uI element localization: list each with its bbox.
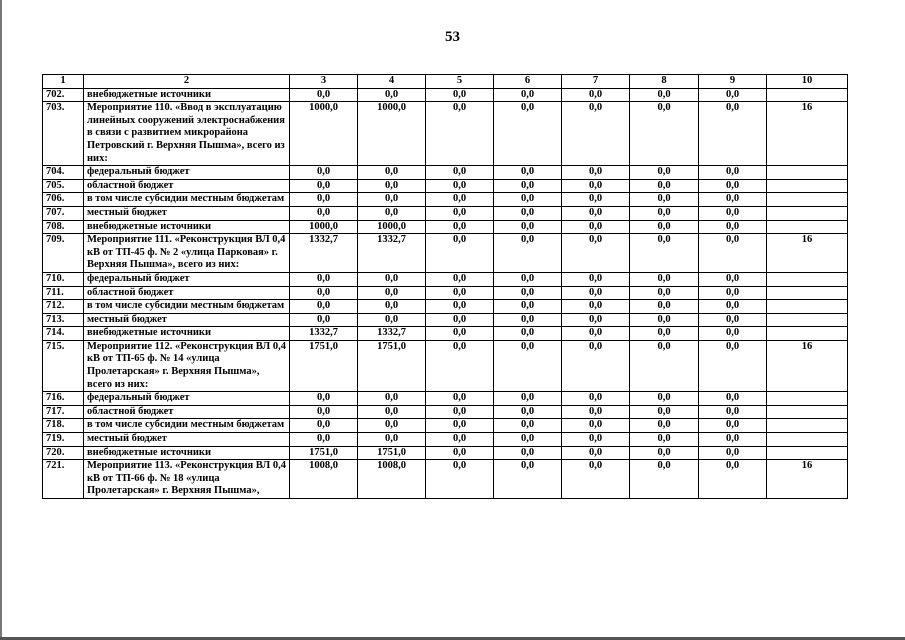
value-cell: 0,0 — [290, 206, 358, 220]
code-cell — [767, 206, 848, 220]
table-row — [43, 419, 848, 433]
value-cell: 0,0 — [358, 286, 426, 300]
value-cell: 0,0 — [426, 220, 494, 234]
value-cell: 0,0 — [426, 193, 494, 207]
budget-table — [42, 74, 848, 499]
value-cell: 0,0 — [699, 206, 767, 220]
value-cell: 0,0 — [630, 419, 699, 433]
value-cell: 0,0 — [494, 419, 562, 433]
scan-left-edge — [0, 0, 2, 640]
value-cell: 0,0 — [358, 433, 426, 447]
table-row — [43, 88, 848, 102]
value-cell: 0,0 — [630, 300, 699, 314]
value-cell: 0,0 — [562, 313, 630, 327]
value-cell: 0,0 — [290, 419, 358, 433]
code-cell — [767, 433, 848, 447]
table-row — [43, 166, 848, 180]
value-cell: 0,0 — [630, 179, 699, 193]
value-cell: 0,0 — [562, 234, 630, 273]
value-cell: 0,0 — [562, 286, 630, 300]
col-header-3: 3 — [290, 75, 358, 89]
value-cell: 0,0 — [699, 220, 767, 234]
value-cell: 1751,0 — [358, 446, 426, 460]
col-header-8: 8 — [630, 75, 699, 89]
value-cell: 0,0 — [630, 446, 699, 460]
value-cell: 0,0 — [562, 340, 630, 391]
value-cell: 0,0 — [358, 88, 426, 102]
value-cell: 0,0 — [562, 327, 630, 341]
row-number: 713. — [43, 313, 84, 327]
value-cell: 0,0 — [290, 392, 358, 406]
value-cell: 0,0 — [426, 179, 494, 193]
value-cell: 0,0 — [426, 327, 494, 341]
code-cell: 16 — [767, 234, 848, 273]
value-cell: 1008,0 — [358, 460, 426, 499]
value-cell: 0,0 — [494, 220, 562, 234]
value-cell: 0,0 — [699, 88, 767, 102]
value-cell: 0,0 — [290, 300, 358, 314]
value-cell: 0,0 — [358, 300, 426, 314]
value-cell: 0,0 — [699, 300, 767, 314]
value-cell: 0,0 — [494, 340, 562, 391]
value-cell: 0,0 — [699, 405, 767, 419]
code-cell — [767, 313, 848, 327]
value-cell: 0,0 — [562, 300, 630, 314]
row-number: 719. — [43, 433, 84, 447]
value-cell: 0,0 — [426, 446, 494, 460]
row-number: 715. — [43, 340, 84, 391]
value-cell: 0,0 — [630, 88, 699, 102]
row-number: 714. — [43, 327, 84, 341]
value-cell: 0,0 — [562, 405, 630, 419]
value-cell: 0,0 — [290, 286, 358, 300]
value-cell: 0,0 — [358, 392, 426, 406]
code-cell — [767, 300, 848, 314]
col-header-6: 6 — [494, 75, 562, 89]
value-cell: 0,0 — [494, 193, 562, 207]
value-cell: 0,0 — [699, 460, 767, 499]
value-cell: 0,0 — [426, 272, 494, 286]
row-number: 711. — [43, 286, 84, 300]
value-cell: 1000,0 — [358, 102, 426, 166]
value-cell: 1000,0 — [290, 220, 358, 234]
value-cell: 0,0 — [699, 286, 767, 300]
value-cell: 0,0 — [494, 286, 562, 300]
table-row — [43, 220, 848, 234]
row-name: внебюджетные источники — [84, 327, 290, 341]
col-header-2: 2 — [84, 75, 290, 89]
code-cell — [767, 405, 848, 419]
value-cell: 1332,7 — [290, 234, 358, 273]
table-row — [43, 340, 848, 391]
value-cell: 0,0 — [494, 405, 562, 419]
value-cell: 0,0 — [290, 88, 358, 102]
value-cell: 0,0 — [426, 340, 494, 391]
row-number: 718. — [43, 419, 84, 433]
value-cell: 0,0 — [562, 166, 630, 180]
value-cell: 0,0 — [630, 313, 699, 327]
code-cell — [767, 220, 848, 234]
value-cell: 0,0 — [426, 419, 494, 433]
value-cell: 0,0 — [699, 419, 767, 433]
table-row — [43, 446, 848, 460]
value-cell: 0,0 — [562, 446, 630, 460]
value-cell: 0,0 — [358, 405, 426, 419]
value-cell: 0,0 — [290, 313, 358, 327]
row-number: 707. — [43, 206, 84, 220]
table-row — [43, 193, 848, 207]
value-cell: 0,0 — [426, 166, 494, 180]
value-cell: 0,0 — [630, 340, 699, 391]
col-header-7: 7 — [562, 75, 630, 89]
value-cell: 0,0 — [562, 419, 630, 433]
value-cell: 0,0 — [630, 286, 699, 300]
value-cell: 0,0 — [562, 220, 630, 234]
row-name: местный бюджет — [84, 433, 290, 447]
row-name: внебюджетные источники — [84, 220, 290, 234]
page-number: 53 — [445, 29, 460, 45]
row-number: 705. — [43, 179, 84, 193]
value-cell: 0,0 — [358, 313, 426, 327]
value-cell: 0,0 — [562, 193, 630, 207]
value-cell: 0,0 — [358, 206, 426, 220]
value-cell: 0,0 — [426, 88, 494, 102]
value-cell: 0,0 — [426, 392, 494, 406]
row-name: областной бюджет — [84, 179, 290, 193]
value-cell: 1751,0 — [290, 340, 358, 391]
value-cell: 0,0 — [699, 179, 767, 193]
value-cell: 0,0 — [699, 340, 767, 391]
value-cell: 0,0 — [426, 286, 494, 300]
table-row — [43, 286, 848, 300]
row-name: федеральный бюджет — [84, 392, 290, 406]
value-cell: 0,0 — [562, 460, 630, 499]
row-number: 720. — [43, 446, 84, 460]
value-cell: 0,0 — [562, 433, 630, 447]
value-cell: 1332,7 — [358, 234, 426, 273]
row-number: 717. — [43, 405, 84, 419]
row-number: 703. — [43, 102, 84, 166]
value-cell: 0,0 — [358, 419, 426, 433]
value-cell: 0,0 — [630, 433, 699, 447]
value-cell: 0,0 — [630, 405, 699, 419]
col-header-9: 9 — [699, 75, 767, 89]
value-cell: 0,0 — [699, 102, 767, 166]
value-cell: 0,0 — [426, 433, 494, 447]
table-row — [43, 392, 848, 406]
table-row — [43, 327, 848, 341]
value-cell: 0,0 — [290, 193, 358, 207]
row-number: 706. — [43, 193, 84, 207]
value-cell: 0,0 — [290, 272, 358, 286]
value-cell: 1332,7 — [358, 327, 426, 341]
row-name: внебюджетные источники — [84, 88, 290, 102]
table-row — [43, 460, 848, 499]
table-row — [43, 234, 848, 273]
value-cell: 0,0 — [630, 392, 699, 406]
value-cell: 0,0 — [358, 193, 426, 207]
value-cell: 0,0 — [630, 206, 699, 220]
row-name: внебюджетные источники — [84, 446, 290, 460]
col-header-10: 10 — [767, 75, 848, 89]
col-header-4: 4 — [358, 75, 426, 89]
value-cell: 0,0 — [494, 102, 562, 166]
value-cell: 0,0 — [426, 460, 494, 499]
value-cell: 0,0 — [426, 300, 494, 314]
value-cell: 0,0 — [699, 166, 767, 180]
value-cell: 0,0 — [562, 88, 630, 102]
value-cell: 0,0 — [494, 88, 562, 102]
code-cell — [767, 179, 848, 193]
row-number: 712. — [43, 300, 84, 314]
value-cell: 0,0 — [494, 234, 562, 273]
value-cell: 0,0 — [494, 272, 562, 286]
value-cell: 0,0 — [426, 234, 494, 273]
value-cell: 0,0 — [630, 102, 699, 166]
row-name: областной бюджет — [84, 405, 290, 419]
value-cell: 1332,7 — [290, 327, 358, 341]
code-cell — [767, 286, 848, 300]
value-cell: 0,0 — [630, 327, 699, 341]
value-cell: 0,0 — [699, 446, 767, 460]
value-cell: 0,0 — [562, 272, 630, 286]
row-number: 710. — [43, 272, 84, 286]
value-cell: 0,0 — [290, 179, 358, 193]
value-cell: 0,0 — [290, 433, 358, 447]
value-cell: 0,0 — [494, 300, 562, 314]
code-cell — [767, 419, 848, 433]
value-cell: 0,0 — [562, 392, 630, 406]
table-row — [43, 313, 848, 327]
row-number: 708. — [43, 220, 84, 234]
value-cell: 1751,0 — [358, 340, 426, 391]
value-cell: 0,0 — [426, 313, 494, 327]
value-cell: 0,0 — [562, 102, 630, 166]
row-number: 704. — [43, 166, 84, 180]
value-cell: 0,0 — [494, 166, 562, 180]
row-name: местный бюджет — [84, 313, 290, 327]
row-number: 702. — [43, 88, 84, 102]
row-name: в том числе субсидии местным бюджетам — [84, 419, 290, 433]
code-cell — [767, 88, 848, 102]
value-cell: 0,0 — [630, 193, 699, 207]
code-cell — [767, 272, 848, 286]
row-name: областной бюджет — [84, 286, 290, 300]
value-cell: 1000,0 — [290, 102, 358, 166]
value-cell: 1008,0 — [290, 460, 358, 499]
value-cell: 0,0 — [699, 313, 767, 327]
value-cell: 0,0 — [494, 446, 562, 460]
value-cell: 1000,0 — [358, 220, 426, 234]
table-row — [43, 102, 848, 166]
value-cell: 0,0 — [699, 392, 767, 406]
value-cell: 0,0 — [494, 179, 562, 193]
value-cell: 0,0 — [358, 166, 426, 180]
value-cell: 0,0 — [426, 405, 494, 419]
value-cell: 0,0 — [290, 166, 358, 180]
code-cell — [767, 327, 848, 341]
table-row — [43, 272, 848, 286]
row-name: федеральный бюджет — [84, 166, 290, 180]
value-cell: 0,0 — [494, 313, 562, 327]
col-header-1: 1 — [43, 75, 84, 89]
row-name: в том числе субсидии местным бюджетам — [84, 300, 290, 314]
value-cell: 0,0 — [494, 460, 562, 499]
value-cell: 0,0 — [699, 433, 767, 447]
header-row — [43, 75, 848, 89]
value-cell: 0,0 — [494, 327, 562, 341]
value-cell: 0,0 — [630, 272, 699, 286]
value-cell: 0,0 — [699, 272, 767, 286]
code-cell: 16 — [767, 340, 848, 391]
value-cell: 0,0 — [494, 206, 562, 220]
row-name: Мероприятие 110. «Ввод в эксплуатацию линейных сооружений электроснабжения в связи с развитием микрорайона Петровский г. Верхняя Пышма», всего из них: — [84, 102, 290, 166]
value-cell: 0,0 — [699, 234, 767, 273]
code-cell — [767, 193, 848, 207]
table-body — [43, 88, 848, 498]
value-cell: 0,0 — [494, 392, 562, 406]
value-cell: 0,0 — [630, 220, 699, 234]
value-cell: 0,0 — [630, 234, 699, 273]
value-cell: 0,0 — [426, 206, 494, 220]
row-name: федеральный бюджет — [84, 272, 290, 286]
code-cell — [767, 392, 848, 406]
value-cell: 1751,0 — [290, 446, 358, 460]
table-row — [43, 433, 848, 447]
value-cell: 0,0 — [699, 327, 767, 341]
value-cell: 0,0 — [358, 272, 426, 286]
col-header-5: 5 — [426, 75, 494, 89]
table-row — [43, 206, 848, 220]
table-row — [43, 405, 848, 419]
row-number: 716. — [43, 392, 84, 406]
row-number: 721. — [43, 460, 84, 499]
row-number: 709. — [43, 234, 84, 273]
code-cell: 16 — [767, 102, 848, 166]
row-name: местный бюджет — [84, 206, 290, 220]
value-cell: 0,0 — [699, 193, 767, 207]
code-cell — [767, 166, 848, 180]
code-cell: 16 — [767, 460, 848, 499]
value-cell: 0,0 — [290, 405, 358, 419]
value-cell: 0,0 — [494, 433, 562, 447]
value-cell: 0,0 — [630, 166, 699, 180]
row-name: Мероприятие 113. «Реконструкция ВЛ 0,4 кВ от ТП-66 ф. № 18 «улица Пролетарская» г. Верхняя Пышма», — [84, 460, 290, 499]
value-cell: 0,0 — [562, 179, 630, 193]
code-cell — [767, 446, 848, 460]
table-row — [43, 179, 848, 193]
value-cell: 0,0 — [358, 179, 426, 193]
row-name: Мероприятие 112. «Реконструкция ВЛ 0,4 кВ от ТП-65 ф. № 14 «улица Пролетарская» г. Верхняя Пышма», всего из них: — [84, 340, 290, 391]
row-name: в том числе субсидии местным бюджетам — [84, 193, 290, 207]
value-cell: 0,0 — [630, 460, 699, 499]
value-cell: 0,0 — [426, 102, 494, 166]
table-row — [43, 300, 848, 314]
row-name: Мероприятие 111. «Реконструкция ВЛ 0,4 кВ от ТП-45 ф. № 2 «улица Парковая» г. Верхняя Пышма», всего из них: — [84, 234, 290, 273]
value-cell: 0,0 — [562, 206, 630, 220]
